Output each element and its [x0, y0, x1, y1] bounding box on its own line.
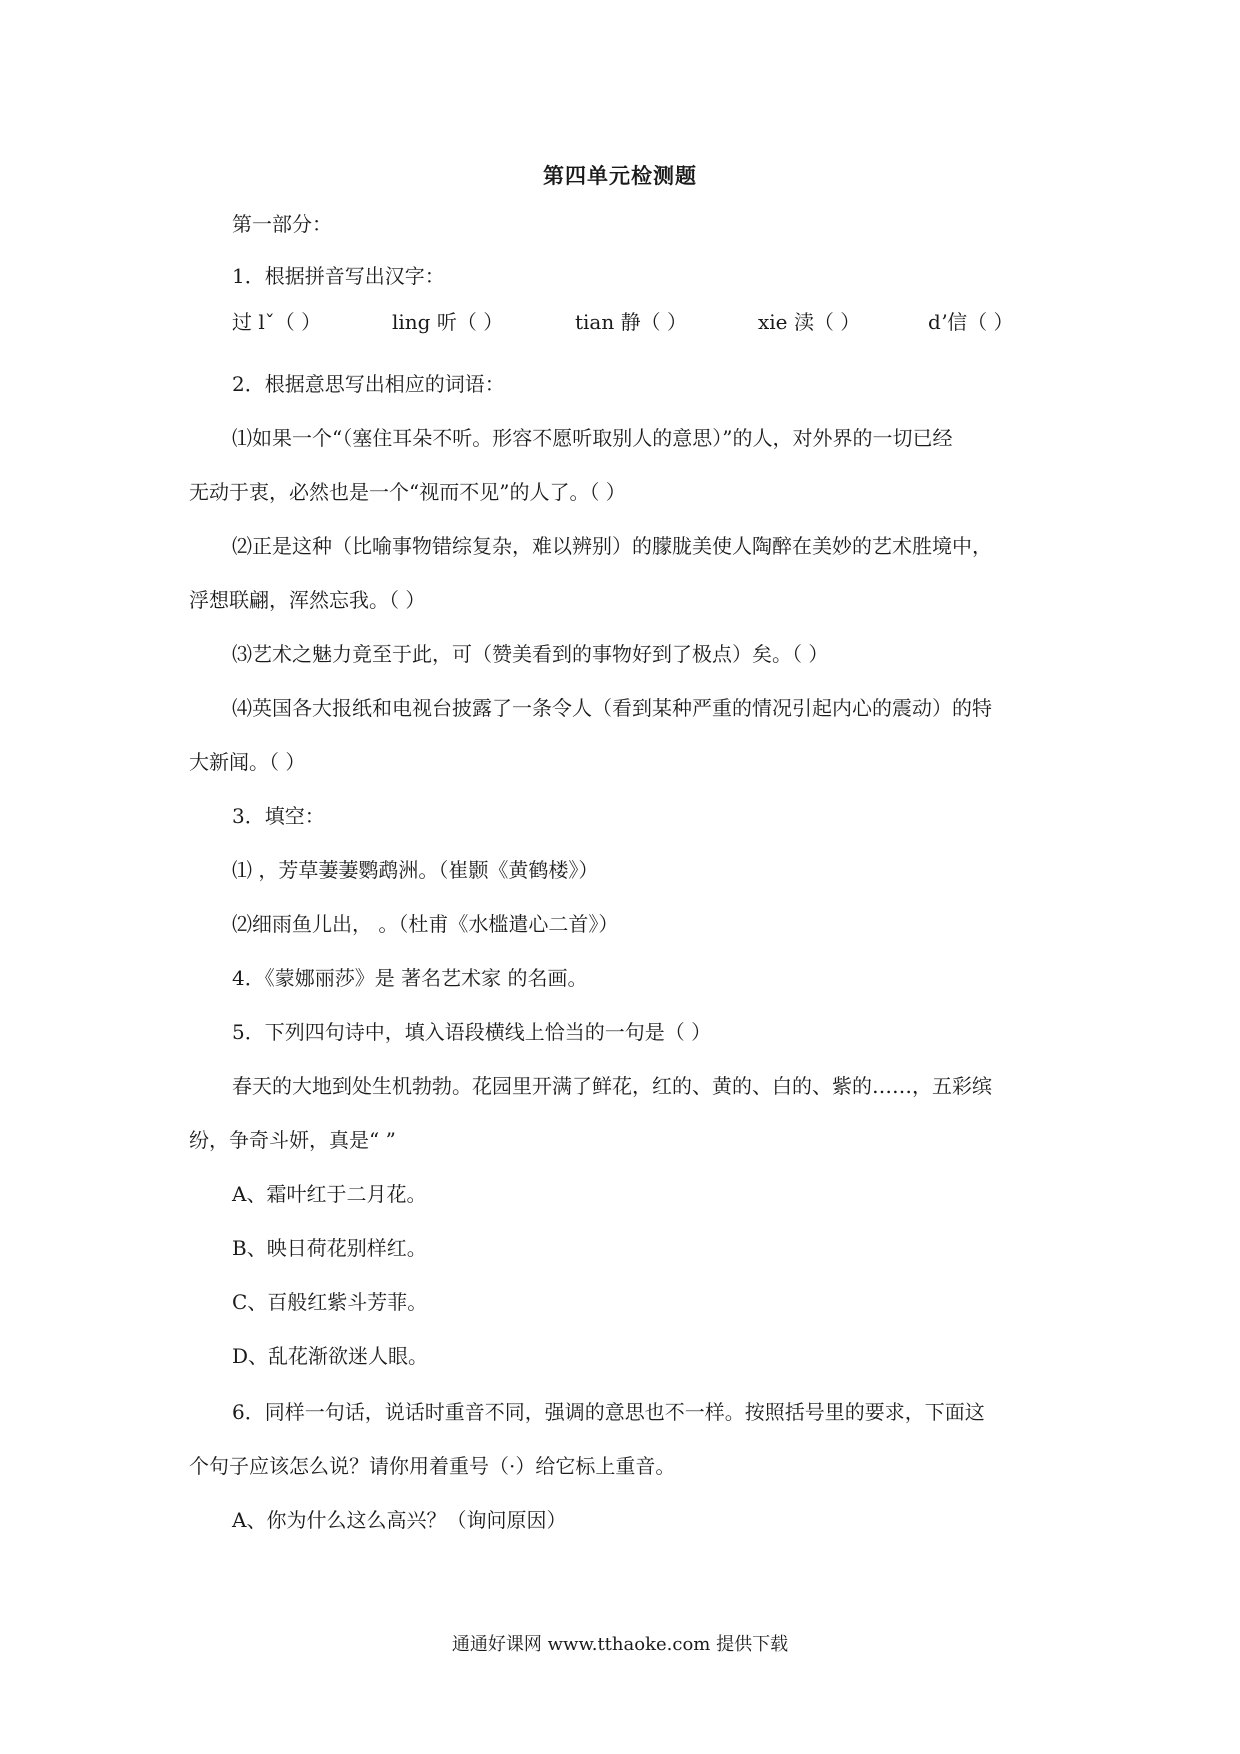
q1-item: dʼ信（ ）	[928, 310, 1014, 334]
q1-heading: 1．根据拼音写出汉字：	[232, 264, 445, 288]
q1-item: ling 听（ ）	[392, 310, 504, 334]
q2-sentence-3: ⑶艺术之魅力竟至于此，可（赞美看到的事物好到了极点）矣。（ ）	[232, 642, 829, 666]
q2-sentence-2b: 浮想联翩，浑然忘我。（ ）	[189, 588, 426, 612]
q5-option-d: D、乱花渐欲迷人眼。	[232, 1344, 429, 1368]
q6-option-a: A、你为什么这么高兴？（询问原因）	[232, 1508, 567, 1532]
q3-heading: 3．填空：	[232, 804, 325, 828]
footer-credit: 通通好课网 www.tthaoke.com 提供下载	[451, 1634, 789, 1655]
q1-item: xie 渎（ ）	[758, 310, 861, 334]
q6-line-a: 6．同样一句话，说话时重音不同，强调的意思也不一样。按照括号里的要求，下面这	[232, 1400, 985, 1424]
q2-sentence-4b: 大新闻。（ ）	[189, 750, 306, 774]
page-title: 第四单元检测题	[543, 164, 697, 188]
q5-paragraph-b: 纷，争奇斗妍，真是“ ”	[189, 1128, 396, 1152]
q6-line-b: 个句子应该怎么说？请你用着重号（·）给它标上重音。	[189, 1454, 676, 1478]
q2-sentence-1b: 无动于衷，必然也是一个“视而不见”的人了。（ ）	[189, 480, 626, 504]
q5-option-b: B、映日荷花别样红。	[232, 1236, 427, 1260]
q2-heading: 2．根据意思写出相应的词语：	[232, 372, 505, 396]
q5-heading: 5．下列四句诗中，填入语段横线上恰当的一句是（ ）	[232, 1020, 712, 1044]
q4-question: 4．《蒙娜丽莎》是 著名艺术家 的名画。	[232, 966, 588, 990]
q2-sentence-1a: ⑴如果一个“（塞住耳朵不听。形容不愿听取别人的意思）”的人，对外界的一切已经	[232, 426, 953, 450]
q1-pinyin-row	[232, 308, 1014, 336]
q5-paragraph-a: 春天的大地到处生机勃勃。花园里开满了鲜花，红的、黄的、白的、紫的……，五彩缤	[232, 1074, 992, 1098]
q3-blank-2: ⑵细雨鱼儿出， 。（杜甫《水槛遣心二首》）	[232, 912, 619, 936]
q3-blank-1: ⑴ ，芳草萋萋鹦鹉洲。（崔颢《黄鹤楼》）	[232, 858, 599, 882]
q5-option-a: A、霜叶红于二月花。	[232, 1182, 427, 1206]
part-heading: 第一部分：	[232, 212, 332, 236]
q5-option-c: C、百般红紫斗芳菲。	[232, 1290, 428, 1314]
q1-item: tian 静（ ）	[575, 310, 687, 334]
q2-sentence-4a: ⑷英国各大报纸和电视台披露了一条令人（看到某种严重的情况引起内心的震动）的特	[232, 696, 992, 720]
q1-item: 过 lˇ（ ）	[232, 310, 322, 334]
q2-sentence-2a: ⑵正是这种（比喻事物错综复杂，难以辨别）的朦胧美使人陶醉在美妙的艺术胜境中，	[232, 534, 992, 558]
